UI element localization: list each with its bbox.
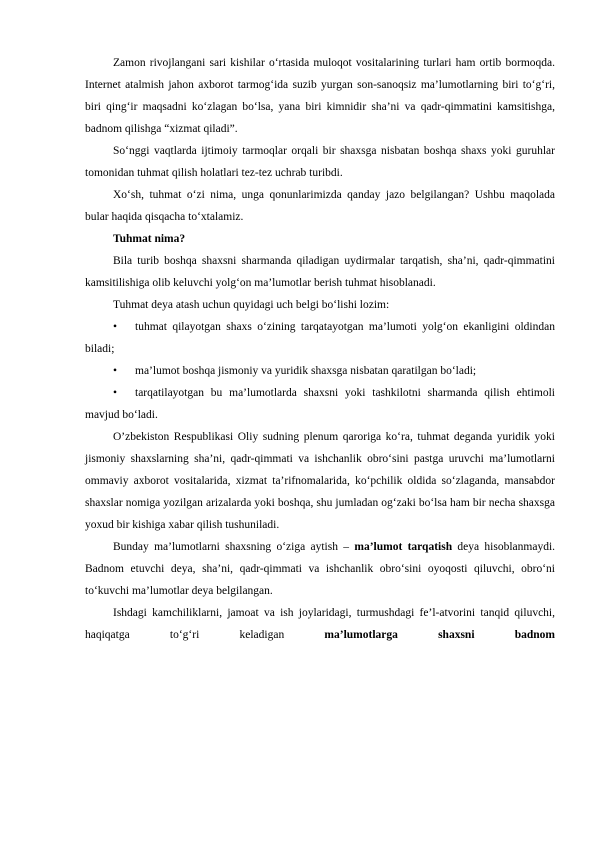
list-item-text: ma’lumot boshqa jismoniy va yuridik shaxsga nisbatan qaratilgan bo‘ladi; bbox=[135, 365, 477, 377]
list-item-text: tarqatilayotgan bu ma’lumotlarda shaxsni yoki tashkilotni sharmanda qilish ehtimoli mavjud bo‘ladi. bbox=[85, 387, 555, 421]
emphasis-text: ma’lumotlarga shaxsni badnom bbox=[324, 629, 555, 641]
paragraph-intro: Zamon rivojlangani sari kishilar o‘rtasida muloqot vositalarining turlari ham ortib bormoqda. Internet atalmish jahon axborot tarmog‘ida suzib yurgan son-sanoqsiz ma’lumotlarning biri to‘g‘ri, biri qing‘ir maqsadni ko‘zlagan bo‘lsa, yana biri kimnidir sha’ni va qadr-qimmatini kamsitishga, badnom qilishga “xizmat qiladi”. bbox=[85, 57, 555, 135]
paragraph-criticism bbox=[85, 602, 555, 646]
paragraph-definition: Bila turib boshqa shaxsni sharmanda qiladigan uydirmalar tarqatish, sha’ni, qadr-qimmatini kamsitilishiga olib keluvchi yolg‘on ma’lumotlar berish tuhmat hisoblanadi. bbox=[85, 255, 555, 289]
paragraph-social-networks: So‘nggi vaqtlarda ijtimoiy tarmoqlar orqali bir shaxsga nisbatan boshqa shaxs yoki guruhlar tomonidan tuhmat qilish holatlari tez-tez uchrab turibdi. bbox=[85, 145, 555, 179]
text-run: deya hisoblanmaydi. Badnom etuvchi deya, sha’ni, qadr-qimmati va ishchanlik obro‘sini oyoqosti qiluvchi, obro‘ni to‘kuvchi ma’lumotlar deya belgilangan. bbox=[85, 541, 556, 597]
document-page bbox=[85, 52, 555, 646]
text-run: Bunday ma’lumotlarni shaxsning o‘ziga aytish – bbox=[113, 541, 350, 553]
list-item bbox=[85, 316, 555, 360]
bullet-icon: • bbox=[113, 321, 118, 333]
paragraph-question: Xo‘sh, tuhmat o‘zi nima, unga qonunlarimizda qanday jazo belgilangan? Ushbu maqolada bular haqida qisqacha to‘xtalamiz. bbox=[85, 189, 555, 223]
list-item bbox=[85, 360, 555, 382]
paragraph-not-dissemination bbox=[85, 536, 555, 602]
bullet-icon: • bbox=[113, 365, 118, 377]
list-item-text: tuhmat qilayotgan shaxs o‘zining tarqatayotgan ma’lumoti yolg‘on ekanligini oldindan biladi; bbox=[85, 321, 555, 355]
list-item bbox=[85, 382, 555, 426]
bullet-icon: • bbox=[113, 387, 118, 399]
paragraph-criteria-intro: Tuhmat deya atash uchun quyidagi uch belgi bo‘lishi lozim: bbox=[113, 299, 390, 311]
emphasis-text: ma’lumot tarqatish bbox=[354, 541, 453, 553]
paragraph-plenum: O’zbekiston Respublikasi Oliy sudning plenum qaroriga ko‘ra, tuhmat deganda yuridik yoki jismoniy shaxslarning sha’ni, qadr-qimmati va ishchanlik obro‘sini pastga uruvchi ma’lumotlarni ommaviy axborot vositalarida, xizmat ta’rifnomalarida, ko‘pchilik oldida so‘zlaganda, mansabdor shaxslar nomiga yozilgan arizalarda yoki boshqa, shu jumladan og‘zaki bo‘lsa ham bir necha shaxsga yoxud bir kishiga xabar qilish tushuniladi. bbox=[85, 431, 555, 531]
text-run: Ishdagi kamchiliklarni, jamoat va ish joylaridagi, turmushdagi fe’l-atvorini tanqid qiluvchi, haqiqatga to‘g‘ri keladigan bbox=[85, 607, 555, 641]
section-heading: Tuhmat nima? bbox=[113, 233, 186, 245]
